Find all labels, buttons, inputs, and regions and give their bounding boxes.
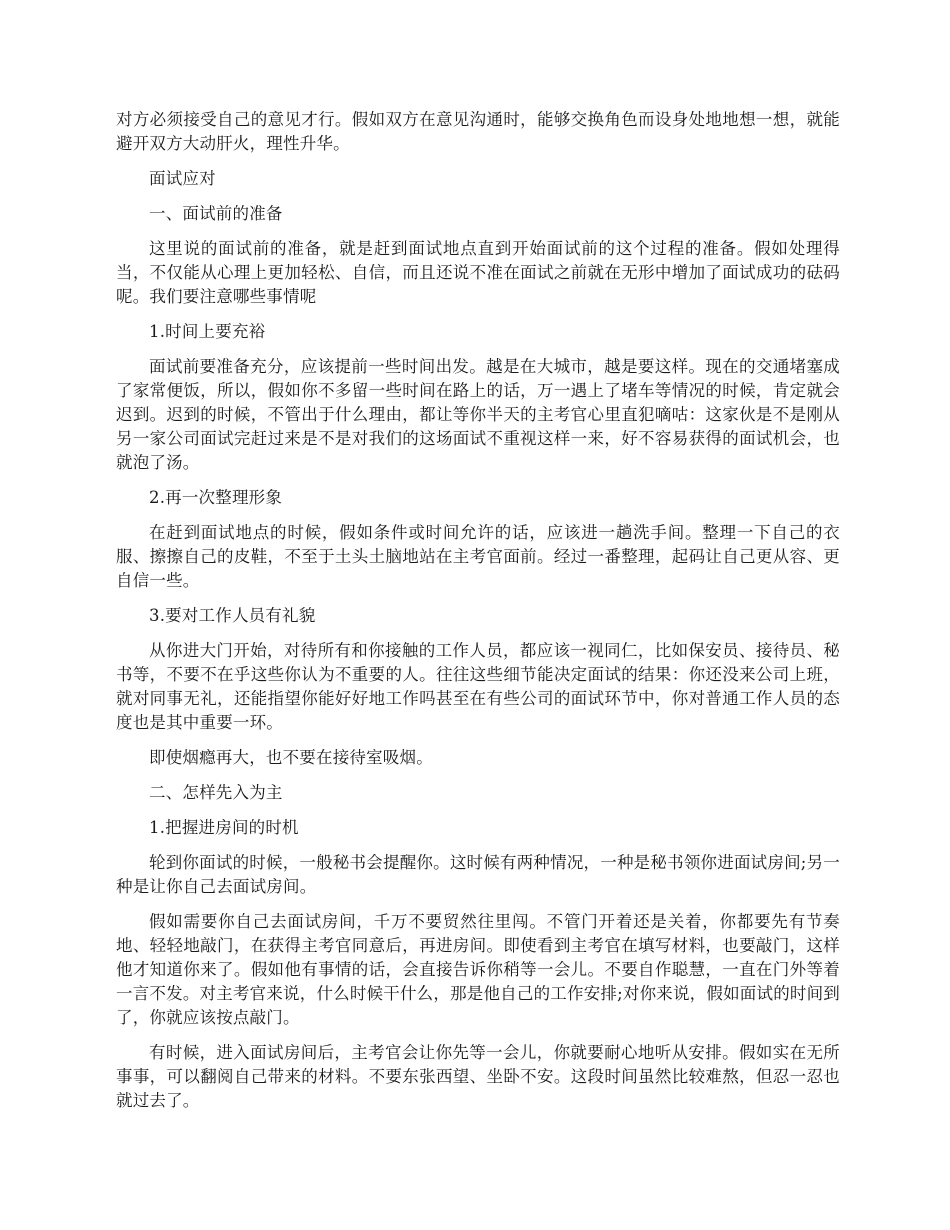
subsection-heading: 1.时间上要充裕 xyxy=(149,322,266,341)
paragraph: 对方必须接受自己的意见才行。假如双方在意见沟通时，能够交换角色而设身处地地想一想，就能避开双方大动肝火，理性升华。 xyxy=(116,110,840,153)
paragraph: 在赶到面试地点的时候，假如条件或时间允许的话，应该进一趟洗手间。整理一下自己的衣服、擦擦自己的皮鞋，不至于土头土脑地站在主考官面前。经过一番整理，起码让自己更从容、更自信一些。 xyxy=(116,523,840,590)
paragraph: 即使烟瘾再大，也不要在接待室吸烟。 xyxy=(149,748,433,767)
paragraph: 从你进大门开始，对待所有和你接触的工作人员，都应该一视同仁，比如保安员、接待员、秘书等，不要不在乎这些你认为不重要的人。往往这些细节能决定面试的结果：你还没来公司上班，就对同事无礼，还能指望你能好好地工作吗甚至在有些公司的面试环节中，你对普通工作人员的态度也是其中重要一环。 xyxy=(116,641,840,732)
subsection-heading: 1.把握进房间的时机 xyxy=(149,818,299,837)
section-heading: 一、面试前的准备 xyxy=(149,204,283,223)
paragraph: 有时候，进入面试房间后，主考官会让你先等一会儿，你就要耐心地听从安排。假如实在无所事事，可以翻阅自己带来的材料。不要东张西望、坐卧不安。这段时间虽然比较难熬，但忍一忍也就过去了。 xyxy=(116,1043,840,1110)
paragraph: 面试前要准备充分，应该提前一些时间出发。越是在大城市，越是要这样。现在的交通堵塞成了家常便饭，所以，假如你不多留一些时间在路上的话，万一遇上了堵车等情况的时候，肯定就会迟到。迟到的时候，不管出于什么理由，都让等你半天的主考官心里直犯嘀咕：这家伙是不是刚从另一家公司面试完赶过来是不是对我们的这场面试不重视这样一来，好不容易获得的面试机会，也就泡了汤。 xyxy=(116,357,840,472)
document-body xyxy=(116,108,840,1124)
paragraph: 假如需要你自己去面试房间，千万不要贸然往里闯。不管门开着还是关着，你都要先有节奏地、轻轻地敲门，在获得主考官同意后，再进房间。即使看到主考官在填写材料，也要敲门，这样他才知道你来了。假如他有事情的话，会直接告诉你稍等一会儿。不要自作聪慧，一直在门外等着一言不发。对主考官来说，什么时候干什么，那是他自己的工作安排;对你来说，假如面试的时间到了，你就应该按点敲门。 xyxy=(116,912,840,1027)
subsection-heading: 2.再一次整理形象 xyxy=(149,488,283,507)
paragraph: 这里说的面试前的准备，就是赶到面试地点直到开始面试前的这个过程的准备。假如处理得当，不仅能从心理上更加轻松、自信，而且还说不准在面试之前就在无形中增加了面试成功的砝码呢。我们要注意哪些事情呢 xyxy=(116,239,840,306)
subsection-heading: 3.要对工作人员有礼貌 xyxy=(149,606,316,625)
paragraph: 轮到你面试的时候，一般秘书会提醒你。这时候有两种情况，一种是秘书领你进面试房间;另一种是让你自己去面试房间。 xyxy=(116,853,840,896)
section-heading: 面试应对 xyxy=(149,169,216,188)
section-heading: 二、怎样先入为主 xyxy=(149,783,283,802)
